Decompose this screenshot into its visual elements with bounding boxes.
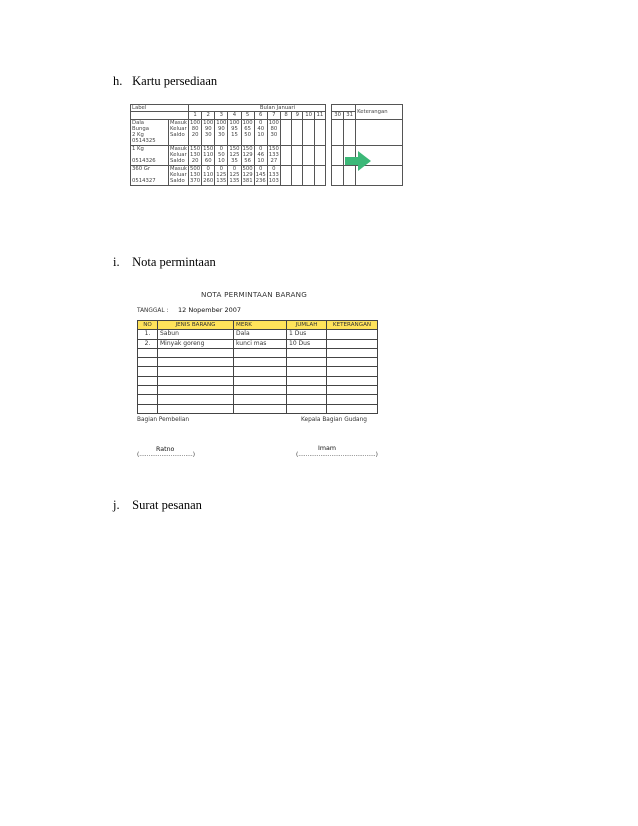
day-value [292,119,303,126]
day-value [314,158,325,165]
day-value [314,119,325,126]
day-value: 35 [228,158,241,165]
day-value: 100 [190,119,201,126]
day-value [202,138,215,145]
merk-cell [234,367,287,376]
day-value: 27 [267,158,280,165]
no-cell [138,348,158,357]
row-type: Saldo [169,132,189,138]
day-value [344,119,356,126]
day-value: 150 [203,145,214,152]
column-header: NO [138,321,158,330]
row-type: Keluar [170,125,187,132]
table-row [138,339,378,348]
row-type: Saldo [169,178,189,185]
day-value [303,138,314,145]
jenis-barang-cell [158,367,234,376]
day-value: 150 [229,145,240,152]
day-value: 500 [242,165,253,172]
keterangan-cell [327,395,378,404]
day-value [280,178,291,185]
day-value: 20 [189,132,202,138]
day-value [267,138,280,145]
day-value: 20 [189,158,202,165]
day-value [280,145,291,152]
jumlah-cell: 10 Dus [287,339,327,348]
column-header: MERK [234,321,287,330]
day-value: 129 [242,152,253,159]
day-value [241,138,254,145]
product-label-line: 0514327 [131,178,169,185]
day-value [332,138,344,145]
day-value: 0 [228,165,241,172]
table-row [138,358,378,367]
row-type: Masuk [170,119,188,126]
section-j-heading [113,498,202,513]
no-cell: 2. [138,339,158,348]
day-value: 381 [242,178,253,185]
jenis-barang-cell [158,348,234,357]
row-type: Masuk [170,165,188,172]
merk-cell: kunci mas [234,339,287,348]
signature-right-dots: (..........................................) [296,452,378,458]
signature-right-title: Kepala Bagian Gudang [301,417,367,423]
section-i-label: i. [113,255,120,269]
day-value [280,119,291,126]
jenis-barang-cell: Minyak goreng [158,339,234,348]
row-type: Keluar [170,171,187,178]
day-value [332,178,344,185]
day-value: 133 [268,171,279,178]
row-type: Saldo [169,158,189,165]
day-header-5: 5 [241,112,254,119]
day-value [332,158,344,165]
day-value: 129 [242,171,253,178]
keterangan-cell [327,348,378,357]
section-h-title: Kartu persediaan [132,74,218,88]
jenis-barang-cell [158,395,234,404]
column-header: KETERANGAN [327,321,378,330]
keterangan-cell [327,339,378,348]
no-cell [138,386,158,395]
day-value: 150 [242,145,253,152]
day-value: 125 [229,171,240,178]
day-value: 0 [267,165,280,172]
day-header-10: 10 [303,112,314,119]
jumlah-cell [287,367,327,376]
day-value: 260 [203,178,214,185]
day-header-11: 11 [314,112,325,119]
day-header-7: 7 [267,112,280,119]
day-value: 0 [254,119,267,126]
day-value: 150 [268,145,279,152]
keterangan-cell [327,367,378,376]
day-value: 10 [254,132,267,138]
keterangan-cell [356,178,403,185]
jenis-barang-cell: Sabun [158,330,234,339]
day-value: 10 [254,158,267,165]
table-row [138,395,378,404]
merk-cell [234,404,287,413]
day-value: 46 [254,152,267,158]
nota-items-table [137,320,378,414]
kartu-grid [130,104,403,186]
day-value [303,119,314,126]
day-value [189,138,202,145]
day-value [332,145,344,152]
section-j-label: j. [113,498,120,512]
keterangan-cell [356,119,403,126]
column-header: JUMLAH [287,321,327,330]
day-value: 100 [229,119,240,126]
section-h-label: h. [113,74,123,88]
day-value [292,145,303,152]
day-value: 150 [190,145,201,152]
day-value: 500 [190,165,201,172]
day-header-31: 31 [344,112,356,119]
day-value [292,158,303,165]
day-value [332,165,344,172]
day-value: 80 [189,126,202,132]
day-value: 130 [190,171,201,178]
day-value: 110 [203,171,214,178]
row-type: Masuk [170,145,188,152]
product-label-line: 0514325 [131,138,169,145]
signature-right-name: Imam [318,445,336,452]
merk-cell [234,376,287,385]
product-label-line: Bunga [131,126,169,132]
jumlah-cell: 1 Dus [287,330,327,339]
blank-cell [131,112,189,119]
keterangan-cell [327,386,378,395]
no-cell [138,376,158,385]
merk-cell [234,358,287,367]
day-value: 56 [241,158,254,165]
kartu-row [131,178,403,185]
day-value: 133 [268,152,279,159]
day-value [292,165,303,172]
day-value [292,178,303,185]
product-label-line: 2 Kg [131,132,169,138]
day-value: 370 [190,178,201,185]
product-label-line: 0514326 [131,158,169,165]
day-value: 0 [254,145,267,152]
column-header: JENIS BARANG [158,321,234,330]
day-value: 130 [190,152,201,159]
day-value [303,145,314,152]
jumlah-cell [287,376,327,385]
day-value [303,158,314,165]
no-cell [138,367,158,376]
day-value: 50 [241,132,254,138]
day-value: 135 [229,178,240,185]
keterangan-cell [327,358,378,367]
day-value [280,138,291,145]
jenis-barang-cell [158,386,234,395]
nota-title: NOTA PERMINTAAN BARANG [201,290,307,299]
table-row [138,386,378,395]
merk-cell [234,395,287,404]
day-value: 0 [215,165,228,172]
row-type: Keluar [170,152,187,159]
bulan-header: Bulan Januari [189,105,326,112]
day-value: 10 [215,158,228,165]
no-cell [138,358,158,367]
day-value: 100 [216,119,227,126]
section-i-heading [113,255,216,270]
day-value: 90 [202,126,215,132]
day-header-9: 9 [292,112,303,119]
jumlah-cell [287,386,327,395]
row-type [169,138,189,145]
signature-left-title: Bagian Pembelian [137,417,190,423]
jumlah-cell [287,404,327,413]
product-label-line: 360 Gr [131,165,169,172]
day-value: 30 [202,132,215,138]
day-value: 100 [268,119,279,126]
keterangan-header: Keterangan [356,105,403,120]
day-value: 30 [215,132,228,138]
day-value [344,178,356,185]
day-value: 0 [202,165,215,172]
no-cell: 1. [138,330,158,339]
day-value [215,138,228,145]
day-value: 65 [241,126,254,132]
day-value: 100 [242,119,253,126]
day-value: 236 [255,178,266,185]
day-value: 103 [268,178,279,185]
day-value [332,119,344,126]
jumlah-cell [287,348,327,357]
signature-left-name: Ratno [156,446,175,453]
day-header-8: 8 [280,112,291,119]
product-label-line: Dala [131,119,169,126]
day-value: 145 [255,171,266,178]
day-value: 0 [215,145,228,152]
day-header-2: 2 [202,112,215,119]
table-row [138,376,378,385]
section-j-title: Surat pesanan [132,498,202,512]
signature-left-dots: (.............................) [137,452,195,458]
day-header-30: 30 [332,112,344,119]
day-value: 110 [203,152,214,159]
day-value [314,165,325,172]
day-value: 30 [267,132,280,138]
day-value [344,138,356,145]
day-value [314,138,325,145]
day-value [280,165,291,172]
day-value: 80 [267,126,280,132]
day-value: 15 [228,132,241,138]
day-value [254,138,267,145]
keterangan-cell [327,376,378,385]
day-value: 125 [216,171,227,178]
day-value [314,145,325,152]
merk-cell [234,386,287,395]
day-value [303,165,314,172]
kartu-row [131,119,403,126]
day-value: 95 [228,126,241,132]
no-cell [138,395,158,404]
day-value: 100 [203,119,214,126]
table-row [138,348,378,357]
right-arrow-icon [345,151,371,171]
tanggal-label: TANGGAL : [137,308,169,314]
no-cell [138,404,158,413]
day-value [228,138,241,145]
product-label-line: 1 Kg [131,145,169,152]
keterangan-cell [327,404,378,413]
jenis-barang-cell [158,358,234,367]
table-row [138,404,378,413]
day-value [280,158,291,165]
jumlah-cell [287,358,327,367]
day-value [314,178,325,185]
day-value: 40 [254,126,267,132]
day-value: 60 [202,158,215,165]
table-row [138,330,378,339]
kartu-persediaan-table [130,104,440,219]
tanggal-value: 12 Nopember 2007 [178,306,242,314]
day-value: 125 [229,152,240,159]
day-header-4: 4 [228,112,241,119]
day-value: 135 [216,178,227,185]
day-header-1: 1 [189,112,202,119]
jenis-barang-cell [158,376,234,385]
day-value [303,178,314,185]
label-header: Label [131,105,189,112]
nota-permintaan-form [134,290,384,460]
jenis-barang-cell [158,404,234,413]
kartu-row [131,138,403,145]
day-value: 50 [215,152,228,158]
day-header-3: 3 [215,112,228,119]
merk-cell: Dala [234,330,287,339]
day-header-6: 6 [254,112,267,119]
table-row [138,367,378,376]
merk-cell [234,348,287,357]
day-value [292,138,303,145]
jumlah-cell [287,395,327,404]
section-h-heading [113,74,217,89]
day-value: 90 [215,126,228,132]
section-i-title: Nota permintaan [132,255,216,269]
day-value: 0 [254,165,267,172]
keterangan-cell [327,330,378,339]
end-days-header [332,105,356,112]
keterangan-cell [356,138,403,145]
